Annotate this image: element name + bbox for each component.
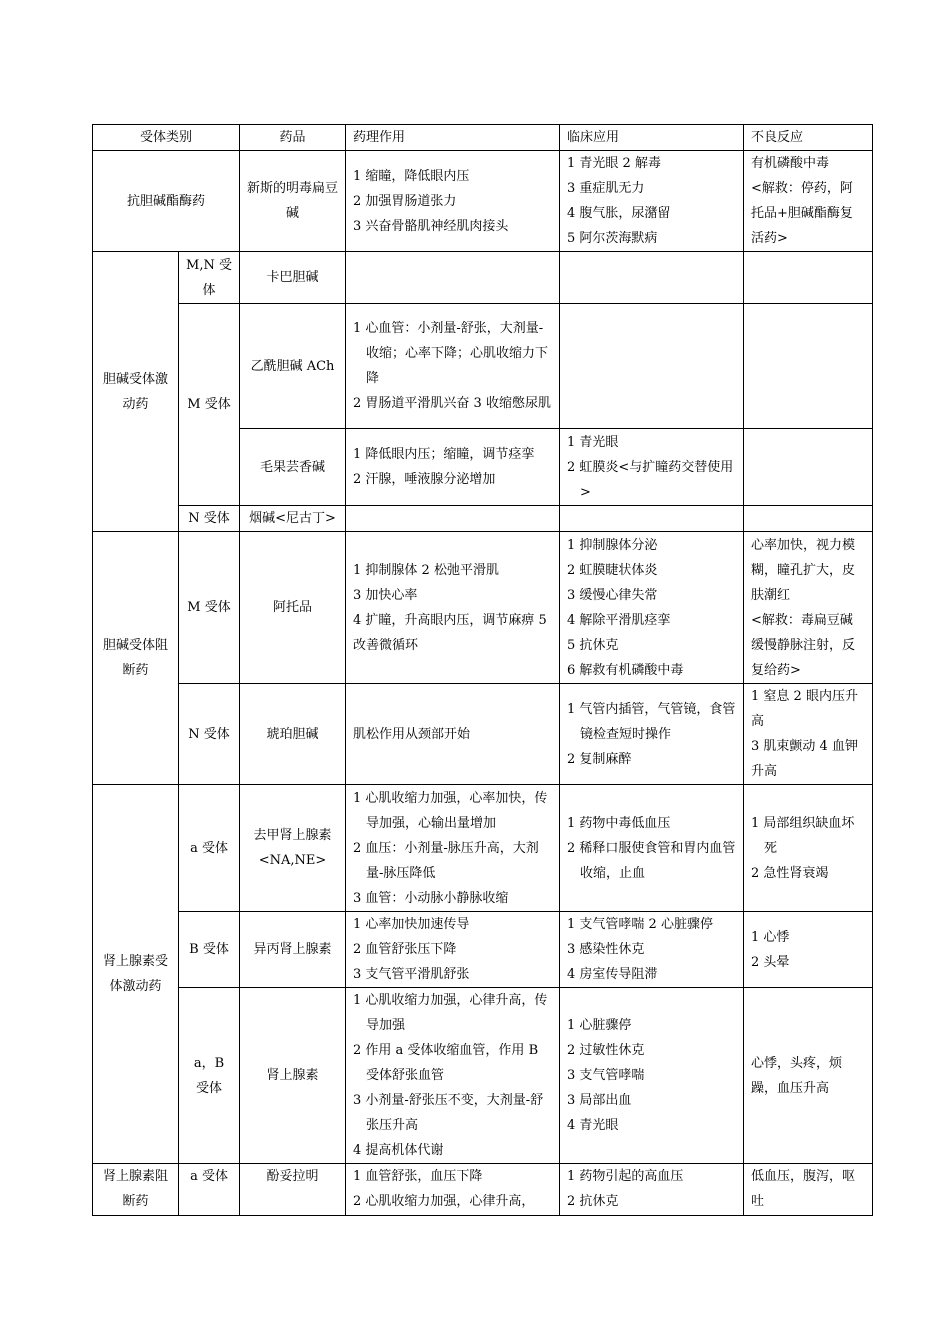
pharm-cell xyxy=(346,912,560,988)
receptor-cell: N 受体 xyxy=(179,684,240,785)
receptor-cell: M,N 受体 xyxy=(179,252,240,304)
receptor-cell: N 受体 xyxy=(179,506,240,532)
text-line: 1 窒息 2 眼内压升高 xyxy=(751,689,858,729)
table-row xyxy=(93,1164,873,1216)
text-line: 1 药物引起的高血压 xyxy=(567,1169,684,1184)
receptor-cell: a 受体 xyxy=(179,1164,240,1216)
text-line: 1 抑制腺体 2 松弛平滑肌 xyxy=(353,562,499,578)
drug-cell: 去甲肾上腺素<NA,NE> xyxy=(240,785,346,912)
clinical-cell xyxy=(560,532,744,684)
text-line: 4 房室传导阻滞 xyxy=(567,967,658,982)
text-line: 2 急性肾衰竭 xyxy=(751,865,829,881)
text-line: 3 血管：小动脉小静脉收缩 xyxy=(353,890,509,906)
text-line: <解救：停药，阿托品+胆碱酯酶复活药> xyxy=(751,181,853,246)
text-line: 1 心悸 xyxy=(751,929,790,945)
text-line: 4 青光眼 xyxy=(567,1118,619,1133)
text-line: 2 头晕 xyxy=(751,954,790,970)
clinical-cell xyxy=(560,988,744,1164)
adverse-cell xyxy=(744,252,873,304)
clinical-cell xyxy=(560,912,744,988)
text-line: 1 心肌收缩力加强，心律升高，传导加强 xyxy=(353,993,548,1033)
text-line: 2 胃肠道平滑肌兴奋 3 收缩憋尿肌 xyxy=(353,396,551,411)
table-row xyxy=(93,506,873,532)
pharm-cell xyxy=(346,151,560,252)
text-line: 2 虹膜睫状体炎 xyxy=(567,562,658,578)
clinical-cell xyxy=(560,252,744,304)
adverse-cell xyxy=(744,304,873,429)
text-line: 3 加快心率 xyxy=(353,587,418,603)
clinical-cell xyxy=(560,785,744,912)
text-line: <解救：毒扁豆碱缓慢静脉注射，反复给药> xyxy=(751,612,856,678)
text-line: 3 感染性休克 xyxy=(567,942,645,957)
text-line: 2 虹膜炎<与扩瞳药交替使用> xyxy=(567,459,734,500)
text-line: 1 缩瞳，降低眼内压 xyxy=(353,168,470,184)
text-line: 心悸，头疼，烦躁，血压升高 xyxy=(751,1055,843,1096)
text-line: 1 心血管：小剂量-舒张，大剂量-收缩；心率下降；心肌收缩力下降 xyxy=(353,321,549,386)
drug-cell: 琥珀胆碱 xyxy=(240,684,346,785)
adverse-cell xyxy=(744,1164,873,1216)
clinical-cell xyxy=(560,304,744,429)
text-line: 1 心率加快加速传导 xyxy=(353,917,470,932)
text-line: 2 作用 a 受体收缩血管，作用 B 受体舒张血管 xyxy=(353,1043,539,1083)
text-line: 3 兴奋骨骼肌神经肌肉接头 xyxy=(353,218,509,234)
adverse-cell xyxy=(744,785,873,912)
text-line: 肌松作用从颈部开始 xyxy=(353,726,471,742)
category-cell: 肾上腺素受体激动药 xyxy=(93,785,179,1164)
pharm-cell xyxy=(346,1164,560,1216)
text-line: 1 降低眼内压；缩瞳，调节痉挛 xyxy=(353,447,535,462)
header-adverse: 不良反应 xyxy=(744,125,873,151)
text-line: 2 血管舒张压下降 xyxy=(353,942,457,957)
pharmacology-table xyxy=(92,124,873,1216)
pharm-cell xyxy=(346,252,560,304)
drug-cell: 阿托品 xyxy=(240,532,346,684)
pharm-cell xyxy=(346,304,560,429)
table-row xyxy=(93,988,873,1164)
adverse-cell xyxy=(744,684,873,785)
pharm-cell xyxy=(346,429,560,506)
drug-cell: 卡巴胆碱 xyxy=(240,252,346,304)
pharm-cell xyxy=(346,506,560,532)
adverse-cell xyxy=(744,988,873,1164)
category-cell: 胆碱受体阻断药 xyxy=(93,532,179,785)
table-row xyxy=(93,252,873,304)
adverse-cell xyxy=(744,506,873,532)
category-cell: 抗胆碱酯酶药 xyxy=(93,151,240,252)
pharm-cell xyxy=(346,684,560,785)
table-row xyxy=(93,304,873,429)
text-line: 3 支气管哮喘 xyxy=(567,1068,645,1083)
text-line: 1 心脏骤停 xyxy=(567,1018,632,1033)
table-row xyxy=(93,684,873,785)
drug-cell: 烟碱<尼古丁> xyxy=(240,506,346,532)
adverse-cell xyxy=(744,912,873,988)
clinical-cell xyxy=(560,151,744,252)
text-line: 2 心肌收缩力加强，心律升高， xyxy=(353,1194,535,1209)
clinical-cell xyxy=(560,684,744,785)
drug-cell: 酚妥拉明 xyxy=(240,1164,346,1216)
drug-cell: 异丙肾上腺素 xyxy=(240,912,346,988)
pharm-cell xyxy=(346,532,560,684)
text-line: 5 阿尔茨海默病 xyxy=(567,231,658,246)
text-line: 心率加快，视力模糊，瞳孔扩大，皮肤潮红 xyxy=(751,537,856,603)
receptor-cell: M 受体 xyxy=(179,304,240,506)
receptor-cell: B 受体 xyxy=(179,912,240,988)
header-row xyxy=(93,125,873,151)
receptor-cell: a，B 受体 xyxy=(179,988,240,1164)
header-pharm: 药理作用 xyxy=(346,125,560,151)
drug-cell: 新斯的明毒扁豆碱 xyxy=(240,151,346,252)
table-row xyxy=(93,151,873,252)
text-line: 1 血管舒张，血压下降 xyxy=(353,1169,483,1184)
text-line: 1 支气管哮喘 2 心脏骤停 xyxy=(567,917,713,932)
text-line: 2 加强胃肠道张力 xyxy=(353,193,457,209)
text-line: 3 缓慢心律失常 xyxy=(567,587,658,603)
header-receptor: 受体类别 xyxy=(93,125,240,151)
text-line: 5 抗休克 xyxy=(567,637,619,653)
text-line: 2 抗休克 xyxy=(567,1194,619,1209)
text-line: 1 气管内插管，气管镜，食管镜检查短时操作 xyxy=(567,701,736,742)
text-line: 有机磷酸中毒 xyxy=(751,156,830,171)
table-row xyxy=(93,912,873,988)
text-line: 4 腹气胀，尿潴留 xyxy=(567,206,671,221)
text-line: 1 抑制腺体分泌 xyxy=(567,537,658,553)
text-line: 3 支气管平滑肌舒张 xyxy=(353,967,470,982)
drug-cell: 毛果芸香碱 xyxy=(240,429,346,506)
category-cell: 胆碱受体激动药 xyxy=(93,252,179,532)
category-cell: 肾上腺素阻断药 xyxy=(93,1164,179,1216)
text-line: 3 重症肌无力 xyxy=(567,181,645,196)
adverse-cell xyxy=(744,151,873,252)
text-line: 3 局部出血 xyxy=(567,1093,632,1108)
receptor-cell: a 受体 xyxy=(179,785,240,912)
pharm-cell xyxy=(346,988,560,1164)
text-line: 4 扩瞳，升高眼内压，调节麻痹 5 改善微循环 xyxy=(353,612,551,653)
drug-cell: 肾上腺素 xyxy=(240,988,346,1164)
text-line: 2 稀释口服使食管和胃内血管收缩，止血 xyxy=(567,840,736,881)
text-line: 低血压，腹泻，呕吐 xyxy=(751,1169,856,1209)
text-line: 1 局部组织缺血坏死 xyxy=(751,815,855,856)
text-line: 6 解救有机磷酸中毒 xyxy=(567,662,684,678)
text-line: 1 心肌收缩力加强，心率加快，传导加强，心输出量增加 xyxy=(353,790,548,831)
text-line: 1 青光眼 2 解毒 xyxy=(567,156,661,171)
clinical-cell xyxy=(560,506,744,532)
text-line: 2 复制麻醉 xyxy=(567,751,632,767)
header-drug: 药品 xyxy=(240,125,346,151)
table-row xyxy=(93,532,873,684)
text-line: 2 血压：小剂量-脉压升高，大剂量-脉压降低 xyxy=(353,840,539,881)
text-line: 4 提高机体代谢 xyxy=(353,1143,444,1158)
clinical-cell xyxy=(560,429,744,506)
receptor-cell: M 受体 xyxy=(179,532,240,684)
adverse-cell xyxy=(744,429,873,506)
adverse-cell xyxy=(744,532,873,684)
table-row xyxy=(93,785,873,912)
text-line: 3 肌束颤动 4 血钾升高 xyxy=(751,739,858,779)
clinical-cell xyxy=(560,1164,744,1216)
text-line: 3 小剂量-舒张压不变，大剂量-舒张压升高 xyxy=(353,1093,544,1133)
pharm-cell xyxy=(346,785,560,912)
text-line: 1 青光眼 xyxy=(567,434,619,450)
drug-cell: 乙酰胆碱 ACh xyxy=(240,304,346,429)
text-line: 2 汗腺，唾液腺分泌增加 xyxy=(353,472,496,487)
text-line: 1 药物中毒低血压 xyxy=(567,815,671,831)
text-line: 2 过敏性休克 xyxy=(567,1043,645,1058)
header-clinical: 临床应用 xyxy=(560,125,744,151)
text-line: 4 解除平滑肌痉挛 xyxy=(567,612,671,628)
